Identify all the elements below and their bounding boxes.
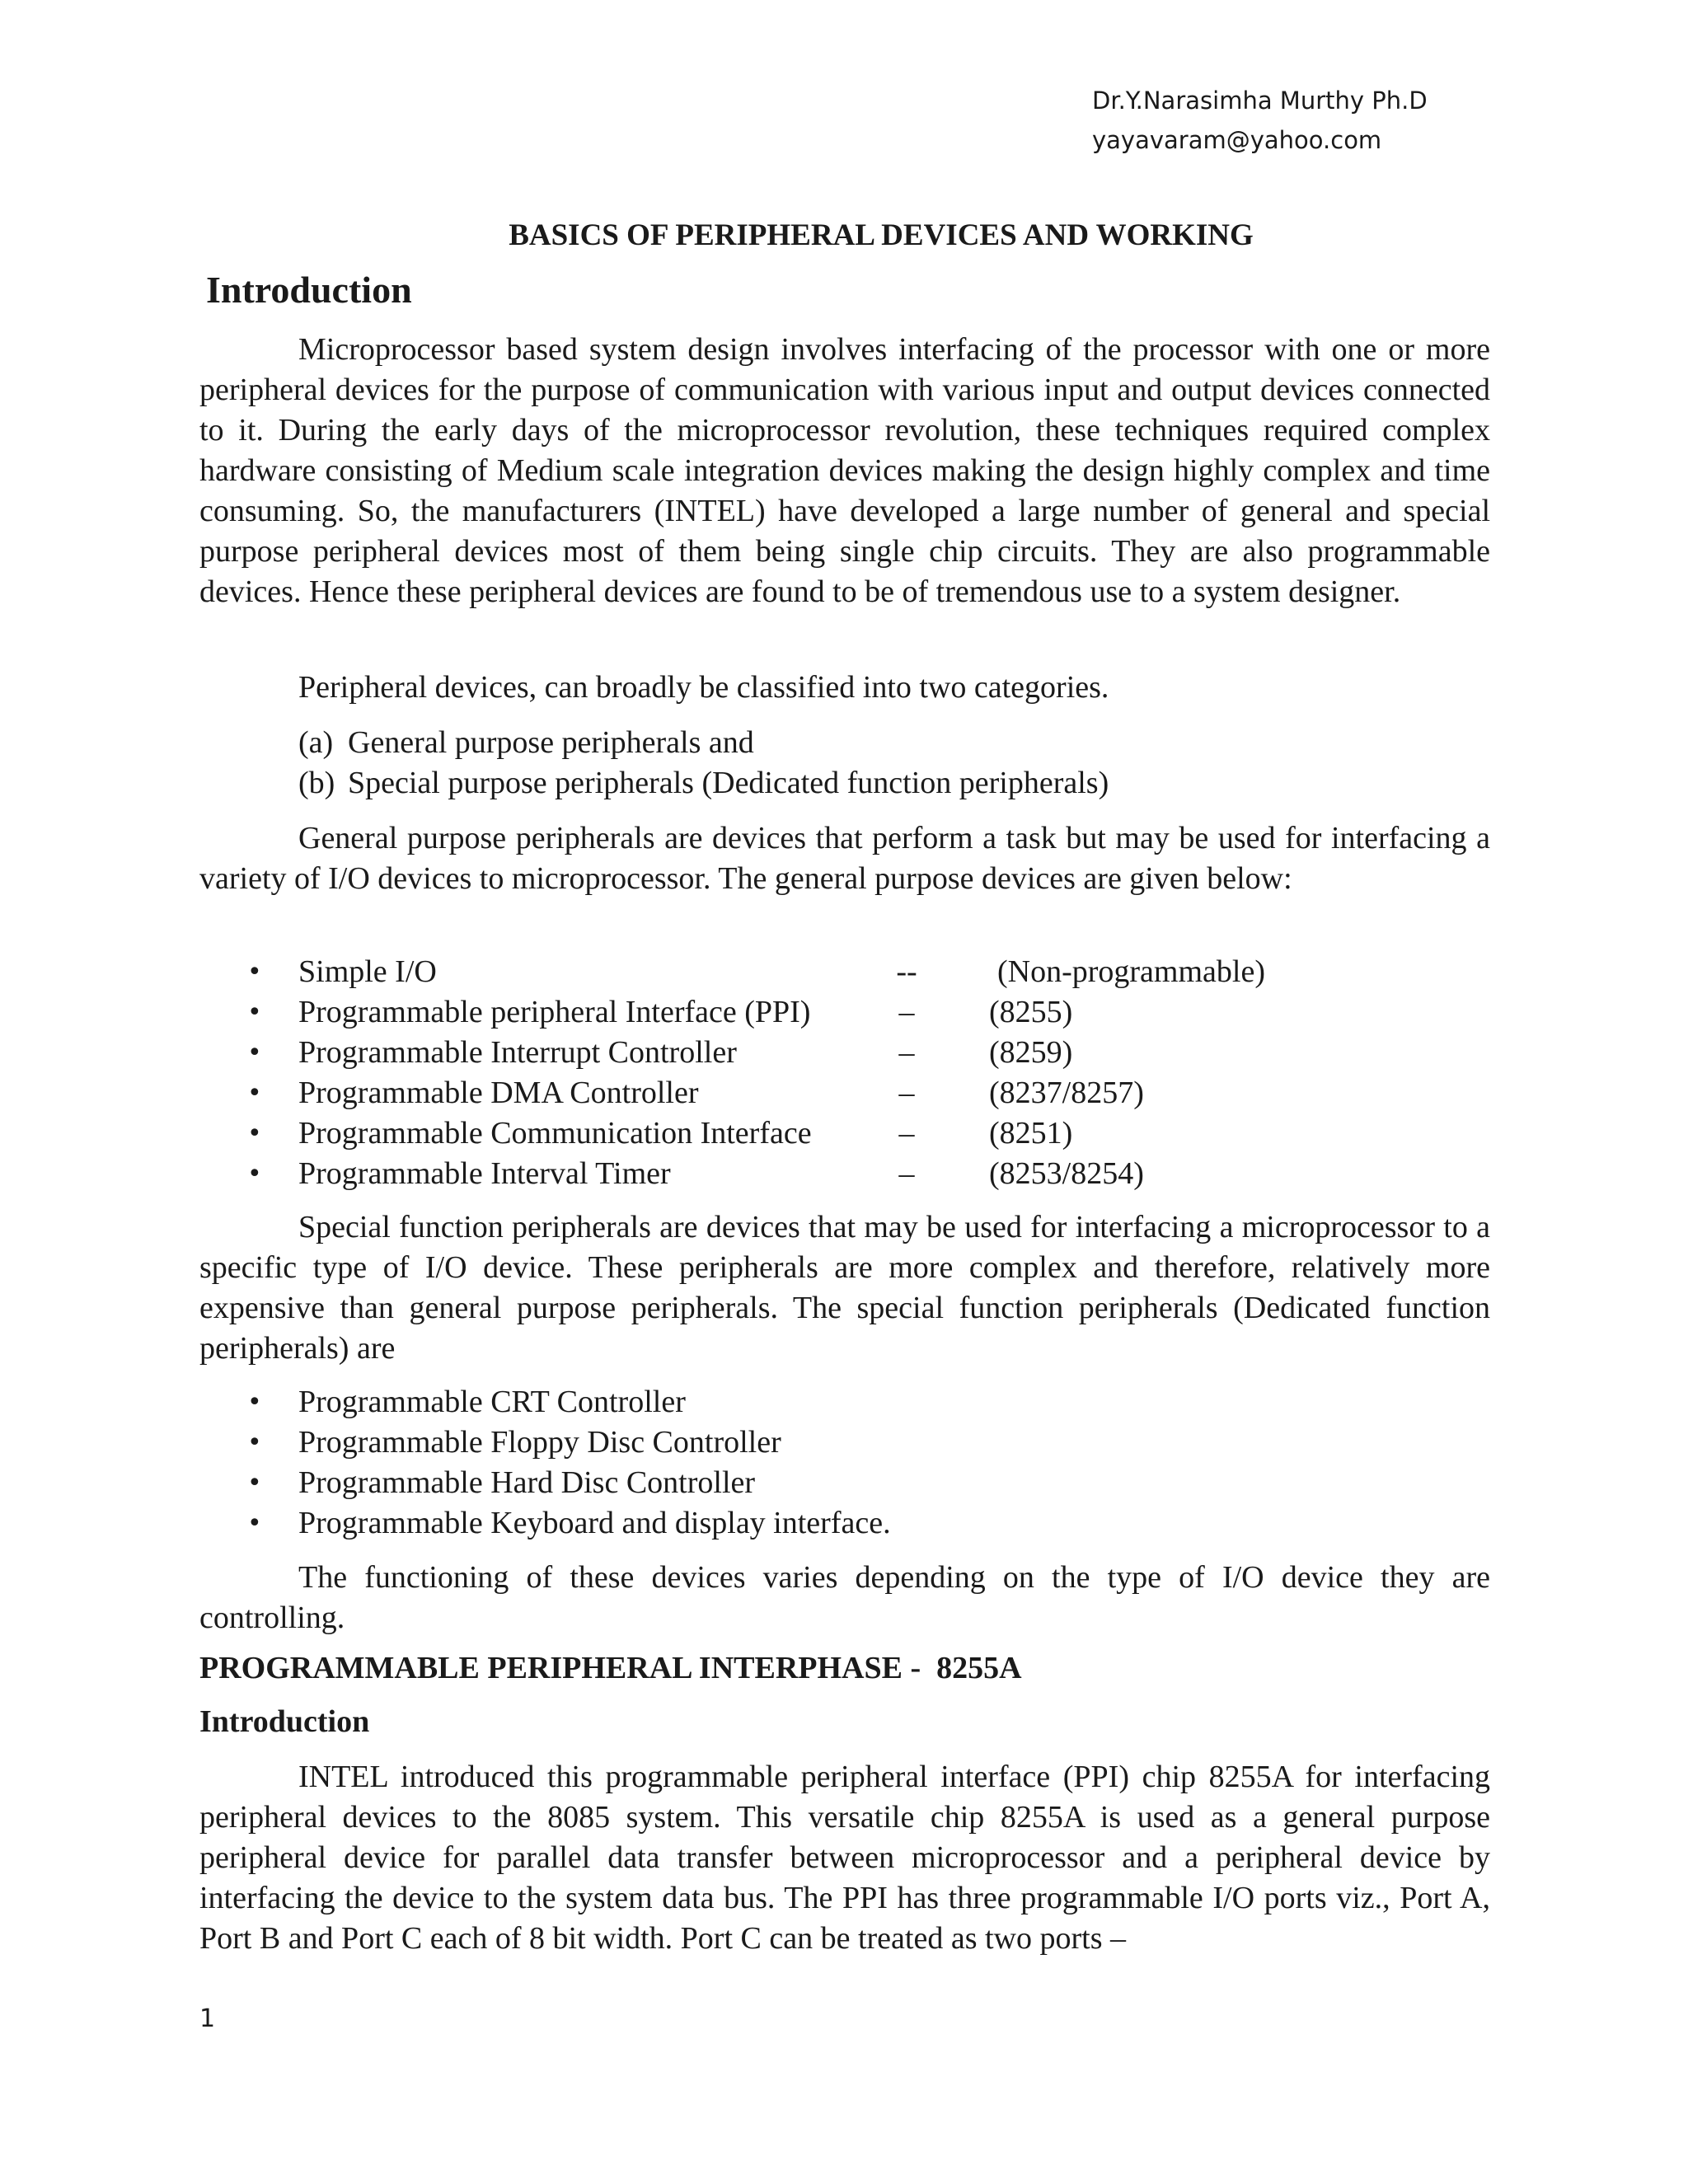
intro-paragraph: Microprocessor based system design involves interfacing of the processor with one or more peripheral devices for the purpose of communication with various input and output devices connected to it. During the early days of the microprocessor revolution, these techniques required complex hardware consisting of Medium scale integration devices making the design highly complex and time consuming. So, the manufacturers (INTEL) have developed a large number of general and special purpose peripheral devices most of them being single chip circuits. They are also programmable devices. Hence these peripheral devices are found to be of tremendous use to a system designer. — [199, 332, 1490, 609]
category-text: General purpose peripherals and — [348, 725, 754, 760]
device-code: (8253/8254) — [989, 1156, 1144, 1191]
device-code: (8255) — [989, 995, 1073, 1029]
device-name: Programmable Interval Timer — [298, 1156, 671, 1191]
list-item — [247, 1422, 1484, 1463]
category-item — [298, 763, 1452, 804]
category-list — [298, 723, 1452, 804]
device-separator: -- — [896, 954, 917, 989]
special-device-list — [247, 1382, 1484, 1544]
category-item — [298, 723, 1452, 763]
device-name: Programmable DMA Controller — [298, 1076, 699, 1110]
author-header — [1092, 81, 1428, 160]
bullet-icon: • — [247, 1428, 262, 1457]
device-name: Programmable Interrupt Controller — [298, 1035, 737, 1070]
device-name: Programmable Floppy Disc Controller — [298, 1425, 781, 1460]
general-paragraph: General purpose peripherals are devices that perform a task but may be used for interfacing a variety of I/O devices to microprocessor. The general purpose devices are given below: — [199, 821, 1490, 896]
device-name: Programmable Keyboard and display interface. — [298, 1506, 891, 1540]
page-number: 1 — [199, 2004, 216, 2033]
device-name: Programmable Communication Interface — [298, 1116, 812, 1151]
bullet-icon: • — [247, 1038, 262, 1067]
device-name: Programmable Hard Disc Controller — [298, 1465, 756, 1500]
bullet-icon: • — [247, 958, 262, 987]
classify-paragraph: Peripheral devices, can broadly be classified into two categories. — [298, 670, 1109, 705]
device-separator: – — [898, 1156, 915, 1191]
author-name: Dr.Y.Narasimha Murthy Ph.D — [1092, 87, 1428, 115]
bullet-icon: • — [247, 1160, 262, 1188]
list-item — [247, 1073, 1484, 1113]
general-device-list — [247, 952, 1484, 1194]
device-name: Simple I/O — [298, 954, 437, 989]
list-item — [247, 1463, 1484, 1503]
list-item — [247, 1382, 1484, 1422]
bullet-icon: • — [247, 1388, 262, 1417]
device-separator: – — [898, 1116, 915, 1151]
list-item — [247, 952, 1484, 992]
ppi-intro-heading: Introduction — [199, 1704, 370, 1739]
device-code: (8251) — [989, 1116, 1073, 1151]
list-item — [247, 1033, 1484, 1073]
functioning-paragraph: The functioning of these devices varies depending on the type of I/O device they are controlling. — [199, 1560, 1490, 1635]
document-title: BASICS OF PERIPHERAL DEVICES AND WORKING — [509, 218, 1254, 252]
list-item — [247, 992, 1484, 1033]
device-separator: – — [898, 995, 915, 1029]
author-email: yayavaram@yahoo.com — [1092, 126, 1382, 154]
device-code: (8237/8257) — [989, 1076, 1144, 1110]
device-name: Programmable peripheral Interface (PPI) — [298, 995, 811, 1029]
list-item — [247, 1503, 1484, 1544]
bullet-icon: • — [247, 1509, 262, 1538]
device-name: Programmable CRT Controller — [298, 1385, 686, 1419]
device-separator: – — [898, 1035, 915, 1070]
intro-heading: Introduction — [206, 269, 412, 311]
category-text: Special purpose peripherals (Dedicated function peripherals) — [348, 766, 1109, 800]
list-item — [247, 1154, 1484, 1194]
ppi-section-heading: PROGRAMMABLE PERIPHERAL INTERPHASE - 8255A — [199, 1651, 1022, 1685]
ppi-paragraph: INTEL introduced this programmable peripheral interface (PPI) chip 8255A for interfacing peripheral devices to the 8085 system. This versatile chip 8255A is used as a general purpose peripheral device for parallel data transfer between microprocessor and a peripheral device by interfacing the device to the system data bus. The PPI has three programmable I/O ports viz., Port A, Port B and Port C each of 8 bit width. Port C can be treated as two ports – — [199, 1760, 1490, 1956]
device-separator: – — [898, 1076, 915, 1110]
device-code: (Non-programmable) — [997, 954, 1265, 989]
bullet-icon: • — [247, 1079, 262, 1108]
category-mark: (a) — [298, 725, 334, 760]
bullet-icon: • — [247, 1119, 262, 1148]
list-item — [247, 1113, 1484, 1154]
bullet-icon: • — [247, 998, 262, 1027]
bullet-icon: • — [247, 1469, 262, 1497]
category-mark: (b) — [298, 766, 335, 800]
special-paragraph: Special function peripherals are devices that may be used for interfacing a microprocessor to a specific type of I/O device. These peripherals are more complex and therefore, relatively more expensive than general purpose peripherals. The special function peripherals (Dedicated function peripherals) are — [199, 1210, 1490, 1366]
device-code: (8259) — [989, 1035, 1073, 1070]
